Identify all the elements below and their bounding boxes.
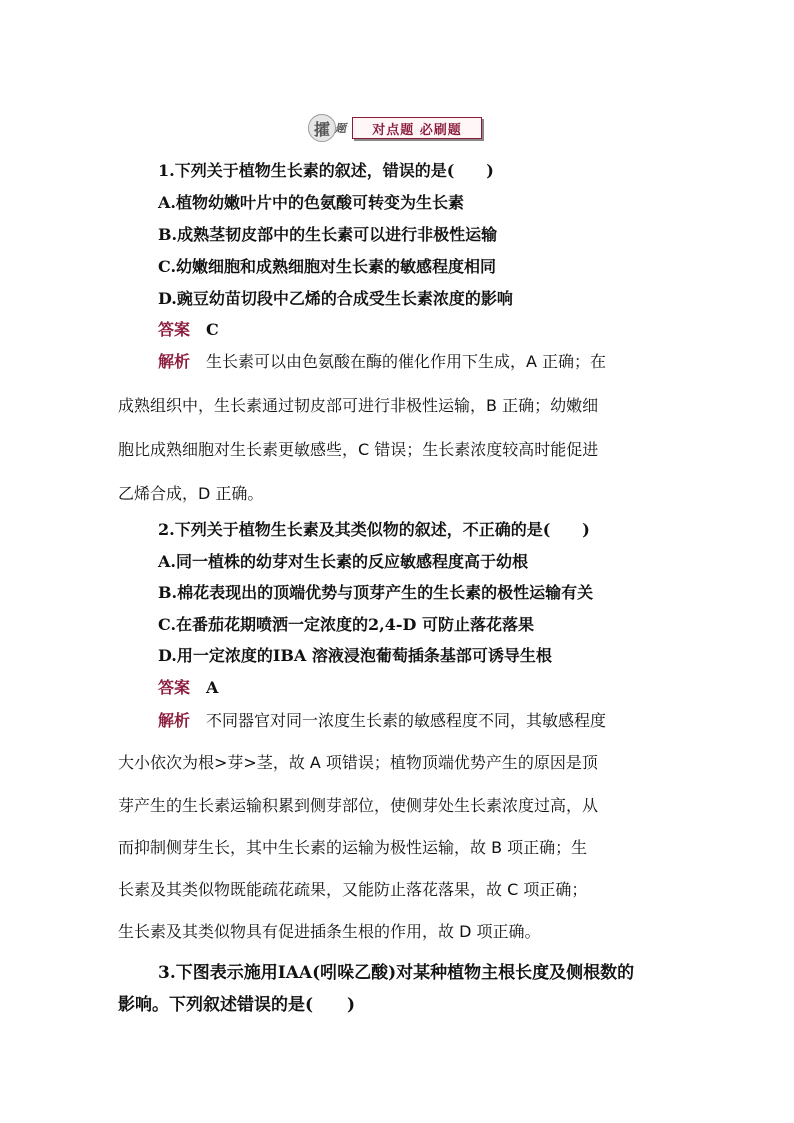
question-2-analysis-line-5: 长素及其类似物既能疏花疏果，又能防止落花落果，故 C 项正确； <box>118 880 588 899</box>
analysis-label: 解析 <box>158 711 191 730</box>
section-header-badge <box>308 114 486 142</box>
question-2-option-b: B.棉花表现出的顶端优势与顶芽产生的生长素的极性运输有关 <box>158 583 594 602</box>
question-2-option-d: D.用一定浓度的IBA 溶液浸泡葡萄插条基部可诱导生根 <box>158 646 552 665</box>
question-1-stem: 1.下列关于植物生长素的叙述，错误的是( ) <box>158 161 494 180</box>
answer-value: C <box>206 320 219 339</box>
question-3-stem-line-1: 3.下图表示施用IAA(吲哚乙酸)对某种植物主根长度及侧根数的 <box>158 963 635 983</box>
answer-label: 答案 <box>158 320 191 339</box>
question-2-analysis-line-1 <box>158 711 606 731</box>
question-2-answer <box>158 678 218 698</box>
question-1-analysis-line-3: 胞比成熟细胞对生长素更敏感些，C 错误；生长素浓度较高时能促进 <box>118 440 599 459</box>
question-2-analysis-line-3: 芽产生的生长素运输积累到侧芽部位，使侧芽处生长素浓度过高，从 <box>118 796 599 815</box>
question-2-stem: 2.下列关于植物生长素及其类似物的叙述，不正确的是( ) <box>158 520 590 539</box>
question-1-analysis-line-1 <box>158 352 606 372</box>
question-1-analysis-line-4: 乙烯合成，D 正确。 <box>118 484 264 503</box>
answer-value: A <box>206 678 219 697</box>
question-1-option-c: C.幼嫩细胞和成熟细胞对生长素的敏感程度相同 <box>158 257 497 276</box>
question-3-stem-line-2: 影响。下列叙述错误的是( ) <box>118 995 356 1015</box>
question-1-analysis-line-2: 成熟组织中，生长素通过韧皮部可进行非极性运输，B 正确；幼嫩细 <box>118 396 599 415</box>
analysis-label: 解析 <box>158 352 191 371</box>
question-1-option-a: A.植物幼嫩叶片中的色氨酸可转变为生长素 <box>158 193 464 212</box>
section-title: 对点题 必刷题 <box>352 117 482 139</box>
question-2-analysis-line-6: 生长素及其类似物具有促进插条生根的作用，故 D 项正确。 <box>118 922 541 941</box>
badge-emblem: 攉 <box>308 114 336 142</box>
answer-label: 答案 <box>158 678 191 697</box>
badge-small-text: 题 <box>335 122 346 135</box>
question-2-analysis-line-4: 而抑制侧芽生长，其中生长素的运输为极性运输，故 B 项正确；生 <box>118 838 588 857</box>
question-1-option-d: D.豌豆幼苗切段中乙烯的合成受生长素浓度的影响 <box>158 289 513 308</box>
question-2-analysis-line-2: 大小依次为根>芽>茎，故 A 项错误；植物顶端优势产生的原因是顶 <box>118 753 598 772</box>
question-2-option-a: A.同一植株的幼芽对生长素的反应敏感程度高于幼根 <box>158 552 528 571</box>
question-2-option-c: C.在番茄花期喷洒一定浓度的2,4-D 可防止落花落果 <box>158 615 534 634</box>
analysis-text: 不同器官对同一浓度生长素的敏感程度不同，其敏感程度 <box>206 711 607 730</box>
analysis-text: 生长素可以由色氨酸在酶的催化作用下生成，A 正确；在 <box>206 352 607 371</box>
question-1-option-b: B.成熟茎韧皮部中的生长素可以进行非极性运输 <box>158 225 498 244</box>
question-1-answer <box>158 320 219 340</box>
